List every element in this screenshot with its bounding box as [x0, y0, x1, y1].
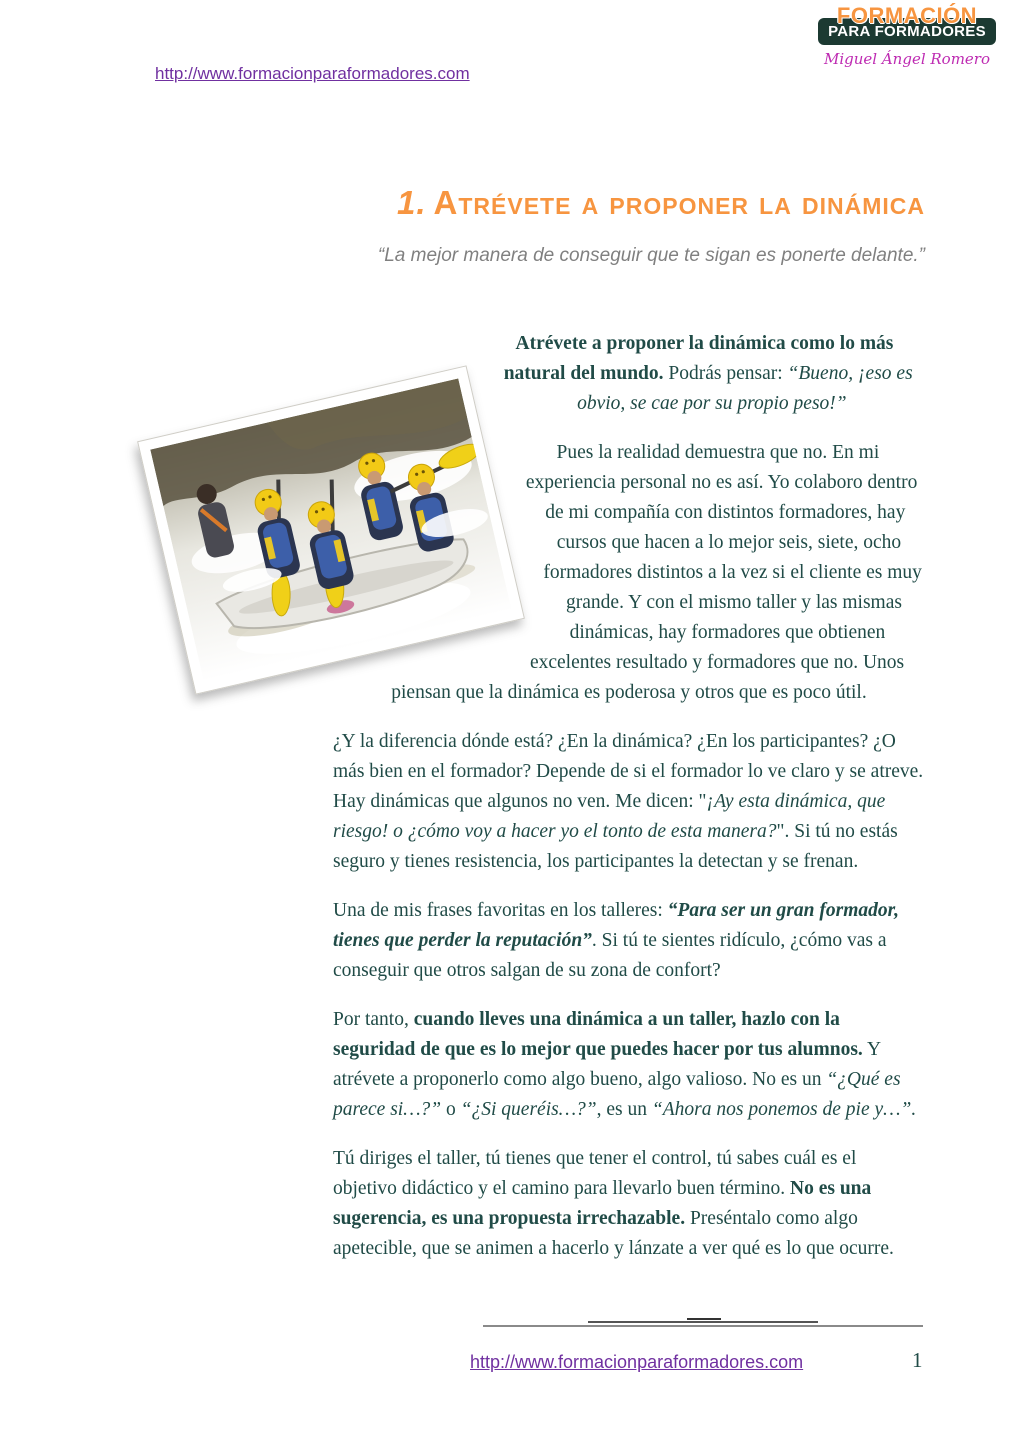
- page-number: 1: [912, 1348, 923, 1372]
- logo-signature: Miguel Ángel Romero: [823, 50, 991, 68]
- paragraph: Tú diriges el taller, tú tienes que tener el control, tú sabes cuál es el objetivo didáctico y el camino para llevarlo buen término. No es una sugerencia, es una propuesta irrechazable. Preséntalo como algo apetecible, que se animen a hacerlo y lánzate a ver qué es lo que ocurre.: [333, 1148, 894, 1259]
- logo-subtitle-badge: PARA FORMADORES: [818, 18, 996, 45]
- section-number: 1.: [397, 184, 427, 221]
- formacion-para-formadores-logo: [818, 5, 996, 68]
- header-url-link[interactable]: http://www.formacionparaformadores.com: [155, 64, 470, 83]
- logo-title: FORMACIÓN: [836, 3, 978, 28]
- footer-divider-short: [687, 1318, 721, 1320]
- footer-url-link[interactable]: http://www.formacionparaformadores.com: [470, 1352, 804, 1372]
- section-title-text: Atrévete a proponer la dinámica: [433, 184, 925, 221]
- paragraph: ¿Y la diferencia dónde está? ¿En la dinámica? ¿En los participantes? ¿O más bien en el formador? Depende de si el formador lo ve claro y se atreve. Hay dinámicas que algunos no ven. Me dicen: "¡Ay esta dinámica, que riesgo! o ¿cómo voy a hacer yo el tonto de esta manera?". Si tú no estás seguro y tienes resistencia, los participantes la detectan y se frenan.: [333, 731, 924, 872]
- footer-divider-mid: [588, 1321, 818, 1323]
- page-title: [333, 183, 925, 223]
- paragraph: Atrévete a proponer la dinámica como lo más natural del mundo. Podrás pensar: “Bueno, ¡eso es obvio, se cae por su propio peso!”: [503, 333, 913, 414]
- main-content: [333, 183, 925, 1283]
- footer-divider-long: [483, 1325, 923, 1327]
- quote-subtitle: “La mejor manera de conseguir que te sigan es ponerte delante.”: [377, 245, 925, 266]
- paragraph: Pues la realidad demuestra que no. En mi experiencia personal no es así. Yo colaboro dentro de mi compañía con distintos formadores, hay cursos que hacen a lo mejor seis, siete, ocho formadores distintos a la vez si el cliente es muy grande. Y con el mismo taller y las mismas dinámicas, hay formadores que obtienen excelentes resultado y formadores que no. Unos piensan que la dinámica es poderosa y otros que es poco útil.: [391, 442, 922, 703]
- paragraph: Por tanto, cuando lleves una dinámica a un taller, hazlo con la seguridad de que es lo mejor que puedes hacer por tus alumnos. Y atrévete a proponerlo como algo bueno, algo valioso. No es un “¿Qué es parece si…?” o “¿Si queréis…?”, es un “Ahora nos ponemos de pie y…”.: [333, 1009, 917, 1120]
- paragraph: Una de mis frases favoritas en los talleres: “Para ser un gran formador, tienes que perder la reputación”. Si tú te sientes ridículo, ¿cómo vas a conseguir que otros salgan de su zona de confort?: [333, 900, 899, 981]
